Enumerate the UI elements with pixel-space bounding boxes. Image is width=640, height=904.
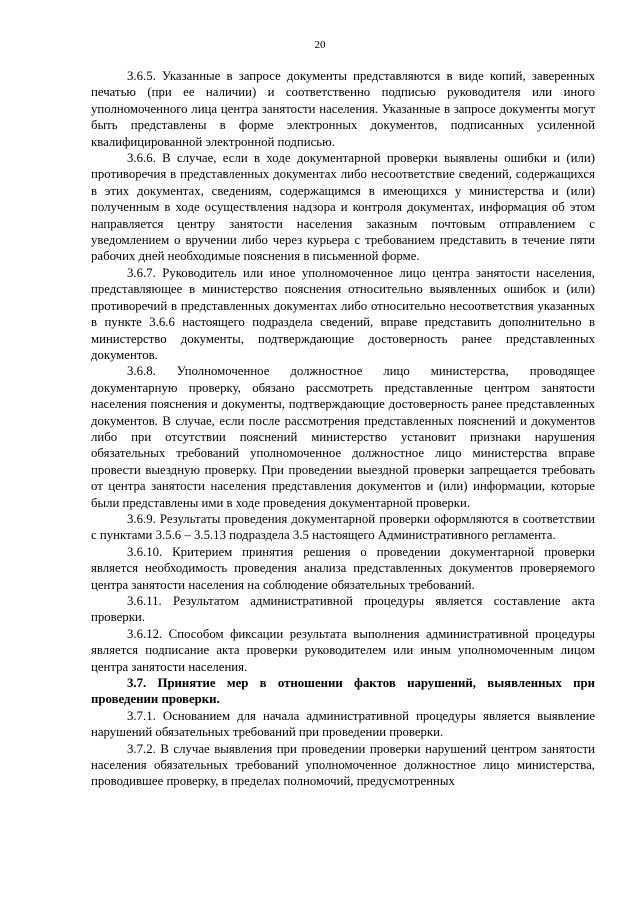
paragraph-3-6-5: 3.6.5. Указанные в запросе документы представляются в виде копий, заверенных печатью (при ее наличии) и соответственно подписью руководителя или иного уполномоченного лица центра занятости населения. Указанные в запросе документы могут быть представлены в форме электронных документов, подписанных усиленной квалифицированной электронной подписью. — [91, 69, 595, 149]
paragraph-3-6-6: 3.6.6. В случае, если в ходе документарной проверки выявлены ошибки и (или) противоречия в представленных документах либо несоответствие сведений, содержащихся в этих документах, сведениям, содержащимся в имеющихся у министерства и (или) полученным в ходе осуществления надзора и контроля документах, информация об этом направляется центру занятости населения заказным почтовым отправлением с уведомлением о вручении либо через курьера с требованием представить в течение пяти рабочих дней необходимые пояснения в письменной форме. — [91, 151, 595, 264]
paragraph-3-7-1: 3.7.1. Основанием для начала административной процедуры является выявление нарушений обязательных требований при проведении проверки. — [91, 708, 595, 740]
paragraph-3-6-12: 3.6.12. Способом фиксации результата выполнения административной процедуры является подписание акта проверки руководителем или иным уполномоченным лицом центра занятости населения. — [91, 626, 595, 674]
page-number: 20 — [314, 39, 326, 51]
paragraph-3-6-8: 3.6.8. Уполномоченное должностное лицо министерства, проводящее документарную проверку, обязано рассмотреть представленные центром занятости населения пояснения и документы, подтверждающие достоверность ранее представленных документов. В случае, если после рассмотрения представленных пояснений и документов либо при отсутствии пояснений министерство установит признаки нарушения обязательных требований уполномоченное должностное лицо министерства вправе провести выездную проверку. При проведении выездной проверки запрещается требовать от центра занятости населения представления документов и (или) информации, которые были представлены ими в ходе проведения документарной проверки. — [91, 364, 595, 510]
paragraph-3-6-10: 3.6.10. Критерием принятия решения о проведении документарной проверки является необходимость проведения анализа представленных документов проверяемого центра занятости населения на соблюдение обязательных требований. — [91, 544, 595, 592]
paragraph-3-6-9: 3.6.9. Результаты проведения документарной проверки оформляются в соответствии с пунктами 3.5.6 – 3.5.13 подраздела 3.5 настоящего Административного регламента. — [91, 511, 595, 543]
section-heading-3-7: 3.7. Принятие мер в отношении фактов нарушений, выявленных при проведении проверки. — [91, 676, 595, 707]
paragraph-3-6-11: 3.6.11. Результатом административной процедуры является составление акта проверки. — [91, 594, 595, 625]
paragraph-3-7-2: 3.7.2. В случае выявления при проведении проверки нарушений центром занятости населения обязательных требований уполномоченное должностное лицо министерства, проводившее проверку, в пределах полномочий, предусмотренных — [91, 741, 595, 789]
paragraph-3-6-7: 3.6.7. Руководитель или иное уполномоченное лицо центра занятости населения, представляющее в министерство пояснения относительно выявленных ошибок и (или) противоречий в представленных документах либо относительно несоответствия указанных в пункте 3.6.6 настоящего подраздела сведений, вправе представить дополнительно в министерство документы, подтверждающие достоверность ранее представленных документов. — [91, 265, 595, 362]
document-body — [91, 68, 595, 790]
